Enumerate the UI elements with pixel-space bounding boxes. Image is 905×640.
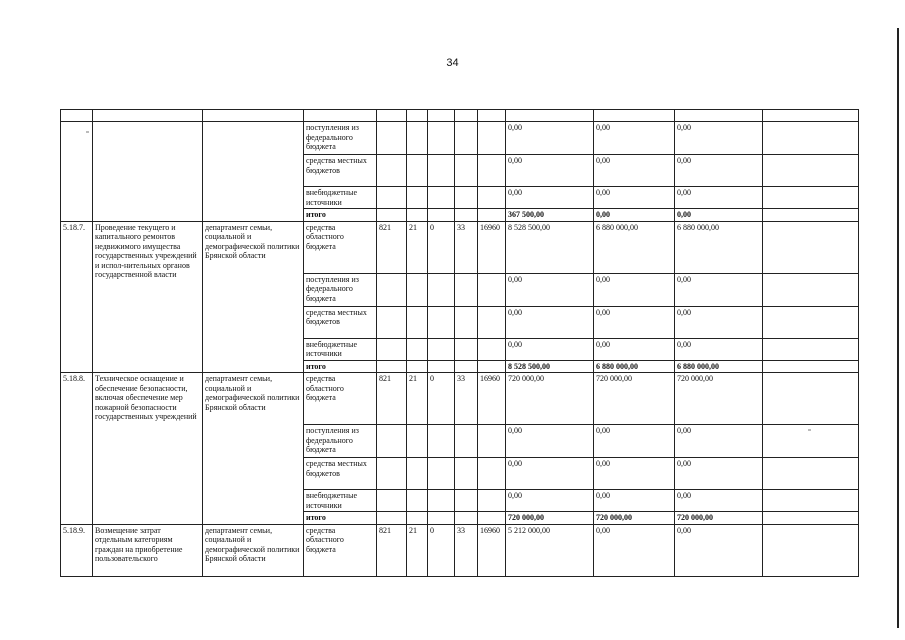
code-cell-c3: 0 [428, 524, 455, 576]
amount-2017: 0,00 [506, 122, 594, 155]
code-cell-c5 [478, 209, 506, 222]
note-cell [763, 221, 859, 273]
amount-2018: 0,00 [594, 209, 675, 222]
code-cell-c2 [407, 458, 428, 490]
code-cell-c3 [428, 122, 455, 155]
funding-source: средства областного бюджета [304, 524, 377, 576]
code-cell-c2: 21 [407, 221, 428, 273]
code-cell-c5 [478, 458, 506, 490]
code-cell-c1 [377, 512, 407, 525]
amount-2017: 5 212 000,00 [506, 524, 594, 576]
note-cell [763, 490, 859, 512]
funding-source: средства местных бюджетов [304, 458, 377, 490]
code-cell-c2 [407, 209, 428, 222]
header-remnant-row [61, 110, 859, 122]
amount-2019: 0,00 [675, 122, 763, 155]
code-cell-c2 [407, 306, 428, 338]
code-cell-c2 [407, 360, 428, 373]
header-blank-cell [93, 110, 203, 122]
amount-2017: 0,00 [506, 458, 594, 490]
funding-source: средства местных бюджетов [304, 306, 377, 338]
code-cell-c2 [407, 425, 428, 458]
code-cell-c5 [478, 338, 506, 360]
note-cell [763, 122, 859, 155]
amount-2019: 0,00 [675, 490, 763, 512]
amount-2017: 8 528 500,00 [506, 360, 594, 373]
code-cell-c1: 821 [377, 373, 407, 425]
amount-2017: 0,00 [506, 306, 594, 338]
item-number: 5.18.9. [61, 524, 93, 576]
code-cell-c1 [377, 209, 407, 222]
header-blank-cell [61, 110, 93, 122]
code-cell-c3 [428, 512, 455, 525]
funding-source: внебюджетные источники [304, 187, 377, 209]
header-blank-cell [377, 110, 407, 122]
code-cell-c3: 0 [428, 221, 455, 273]
code-cell-c4 [455, 122, 478, 155]
amount-2018: 0,00 [594, 122, 675, 155]
amount-2017: 0,00 [506, 425, 594, 458]
code-cell-c1 [377, 155, 407, 187]
code-cell-c5: 16960 [478, 524, 506, 576]
header-blank-cell [506, 110, 594, 122]
code-cell-c3 [428, 338, 455, 360]
code-cell-c1: 821 [377, 524, 407, 576]
amount-2018: 0,00 [594, 490, 675, 512]
code-cell-c5 [478, 122, 506, 155]
amount-2017: 0,00 [506, 273, 594, 306]
amount-2019: 0,00 [675, 155, 763, 187]
amount-2019: 0,00 [675, 425, 763, 458]
amount-2019: 0,00 [675, 306, 763, 338]
amount-2018: 6 880 000,00 [594, 221, 675, 273]
item-name: Проведение текущего и капитального ремонтов недвижимого имущества государственных учреждений и испол-нительных органов государственной власти [93, 221, 203, 373]
funding-source: итого [304, 360, 377, 373]
amount-2017: 0,00 [506, 187, 594, 209]
note-cell [763, 524, 859, 576]
amount-2018: 0,00 [594, 425, 675, 458]
item-executor: департамент семьи, социальной и демографической политики Брянской области [203, 373, 304, 525]
budget-table [60, 109, 859, 577]
item-name-cell [93, 122, 203, 222]
amount-2018: 0,00 [594, 524, 675, 576]
code-cell-c3 [428, 360, 455, 373]
code-cell-c4 [455, 360, 478, 373]
amount-2017: 0,00 [506, 490, 594, 512]
code-cell-c5: 16960 [478, 373, 506, 425]
amount-2017: 0,00 [506, 155, 594, 187]
funding-source: внебюджетные источники [304, 490, 377, 512]
funding-source: поступления из федерального бюджета [304, 122, 377, 155]
code-cell-c3 [428, 306, 455, 338]
table-row [61, 122, 859, 155]
amount-2019: 0,00 [675, 187, 763, 209]
amount-2017: 720 000,00 [506, 512, 594, 525]
header-blank-cell [478, 110, 506, 122]
code-cell-c5 [478, 306, 506, 338]
code-cell-c4 [455, 338, 478, 360]
amount-2019: 720 000,00 [675, 373, 763, 425]
code-cell-c5 [478, 187, 506, 209]
note-cell [763, 373, 859, 425]
funding-source: внебюджетные источники [304, 338, 377, 360]
funding-source: итого [304, 209, 377, 222]
funding-source: поступления из федерального бюджета [304, 425, 377, 458]
code-cell-c2 [407, 490, 428, 512]
amount-2018: 0,00 [594, 338, 675, 360]
header-blank-cell [203, 110, 304, 122]
amount-2019: 0,00 [675, 273, 763, 306]
note-cell [763, 458, 859, 490]
header-blank-cell [455, 110, 478, 122]
amount-2019: 6 880 000,00 [675, 221, 763, 273]
code-cell-c1 [377, 458, 407, 490]
scan-edge [897, 28, 899, 628]
header-blank-cell [428, 110, 455, 122]
code-cell-c4 [455, 187, 478, 209]
amount-2018: 0,00 [594, 155, 675, 187]
code-cell-c5 [478, 273, 506, 306]
code-cell-c5 [478, 360, 506, 373]
table-row [61, 373, 859, 425]
funding-source: средства областного бюджета [304, 373, 377, 425]
note-cell [763, 425, 859, 458]
code-cell-c2 [407, 338, 428, 360]
amount-2018: 0,00 [594, 273, 675, 306]
amount-2018: 720 000,00 [594, 512, 675, 525]
amount-2019: 720 000,00 [675, 512, 763, 525]
amount-2019: 0,00 [675, 524, 763, 576]
code-cell-c1 [377, 338, 407, 360]
code-cell-c4 [455, 425, 478, 458]
code-cell-c3 [428, 155, 455, 187]
item-number-cell [61, 122, 93, 222]
note-cell [763, 306, 859, 338]
header-blank-cell [763, 110, 859, 122]
code-cell-c4 [455, 458, 478, 490]
code-cell-c3 [428, 187, 455, 209]
executor-cell [203, 122, 304, 222]
amount-2017: 8 528 500,00 [506, 221, 594, 273]
note-cell [763, 209, 859, 222]
header-blank-cell [407, 110, 428, 122]
amount-2019: 0,00 [675, 458, 763, 490]
code-cell-c1 [377, 425, 407, 458]
code-cell-c2 [407, 512, 428, 525]
code-cell-c1 [377, 273, 407, 306]
amount-2018: 720 000,00 [594, 373, 675, 425]
code-cell-c3 [428, 209, 455, 222]
code-cell-c5 [478, 155, 506, 187]
item-number: 5.18.7. [61, 221, 93, 373]
code-cell-c3 [428, 425, 455, 458]
code-cell-c2: 21 [407, 373, 428, 425]
table-row [61, 221, 859, 273]
code-cell-c5 [478, 425, 506, 458]
item-number: 5.18.8. [61, 373, 93, 525]
code-cell-c1 [377, 306, 407, 338]
code-cell-c1: 821 [377, 221, 407, 273]
code-cell-c4 [455, 273, 478, 306]
code-cell-c4 [455, 490, 478, 512]
code-cell-c1 [377, 187, 407, 209]
code-cell-c1 [377, 360, 407, 373]
note-cell [763, 187, 859, 209]
amount-2018: 0,00 [594, 458, 675, 490]
amount-2017: 0,00 [506, 338, 594, 360]
code-cell-c4: 33 [455, 373, 478, 425]
code-cell-c2: 21 [407, 524, 428, 576]
amount-2017: 367 500,00 [506, 209, 594, 222]
code-cell-c4: 33 [455, 221, 478, 273]
funding-source: средства местных бюджетов [304, 155, 377, 187]
note-cell [763, 360, 859, 373]
item-executor: департамент семьи, социальной и демографической политики Брянской области [203, 524, 304, 576]
code-cell-c5: 16960 [478, 221, 506, 273]
code-cell-c2 [407, 155, 428, 187]
code-cell-c3: 0 [428, 373, 455, 425]
amount-2018: 6 880 000,00 [594, 360, 675, 373]
amount-2019: 0,00 [675, 338, 763, 360]
funding-source: средства областного бюджета [304, 221, 377, 273]
code-cell-c2 [407, 187, 428, 209]
code-cell-c2 [407, 273, 428, 306]
item-name: Техническое оснащение и обеспечение безопасности, включая обеспечение мер пожарной безопасности государственных учреждений [93, 373, 203, 525]
code-cell-c1 [377, 490, 407, 512]
code-cell-c4 [455, 306, 478, 338]
header-blank-cell [594, 110, 675, 122]
amount-2018: 0,00 [594, 187, 675, 209]
note-cell [763, 512, 859, 525]
header-blank-cell [304, 110, 377, 122]
header-blank-cell [675, 110, 763, 122]
funding-source: итого [304, 512, 377, 525]
code-cell-c2 [407, 122, 428, 155]
code-cell-c3 [428, 273, 455, 306]
amount-2018: 0,00 [594, 306, 675, 338]
code-cell-c5 [478, 512, 506, 525]
note-cell [763, 155, 859, 187]
page-number: 34 [446, 57, 459, 69]
amount-2019: 0,00 [675, 209, 763, 222]
code-cell-c3 [428, 490, 455, 512]
code-cell-c3 [428, 458, 455, 490]
note-cell [763, 338, 859, 360]
code-cell-c4 [455, 155, 478, 187]
code-cell-c1 [377, 122, 407, 155]
table-row [61, 524, 859, 576]
code-cell-c4 [455, 209, 478, 222]
amount-2019: 6 880 000,00 [675, 360, 763, 373]
item-executor: департамент семьи, социальной и демографической политики Брянской области [203, 221, 304, 373]
note-cell [763, 273, 859, 306]
amount-2017: 720 000,00 [506, 373, 594, 425]
item-name: Возмещение затрат отдельным категориям граждан на приобретение пользовательского [93, 524, 203, 576]
funding-source: поступления из федерального бюджета [304, 273, 377, 306]
code-cell-c4 [455, 512, 478, 525]
code-cell-c5 [478, 490, 506, 512]
code-cell-c4: 33 [455, 524, 478, 576]
